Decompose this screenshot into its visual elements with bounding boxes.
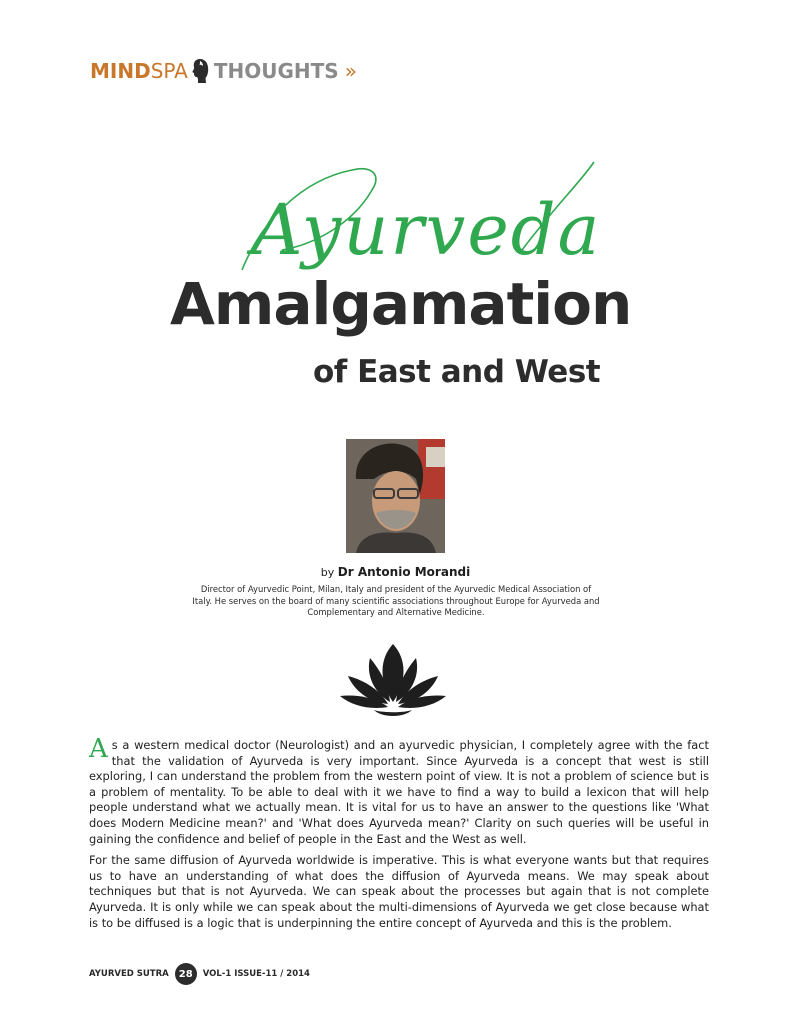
author-bio: Director of Ayurvedic Point, Milan, Italy and president of the Ayurvedic Medical Association of Italy. He serves on the board of many scientific associations throughout Europe for Ayurveda and Complementary and Alternative Medicine. — [192, 584, 600, 617]
script-title-text: Ayurveda — [252, 189, 602, 271]
author-photo — [346, 439, 445, 553]
lotus-icon — [338, 640, 448, 720]
page-footer — [89, 963, 310, 985]
byline — [0, 565, 791, 579]
drop-cap: A — [89, 734, 108, 764]
header-spa: SPA — [150, 59, 188, 83]
chevron-right-icon: » — [344, 59, 357, 83]
issue-info: VOL-1 ISSUE-11 / 2014 — [202, 969, 310, 979]
main-title: Amalgamation — [170, 270, 632, 338]
header-mind: MIND — [90, 59, 151, 83]
byline-prefix: by — [320, 566, 335, 579]
magazine-name: AYURVED SUTRA — [89, 969, 169, 979]
header-thoughts: THOUGHTS — [213, 59, 339, 83]
paragraph-2: For the same diffusion of Ayurveda worldwide is imperative. This is what everyone wants but that requires us to have an understanding of what does the diffusion of Ayurveda means. We may speak about techniques but that is not Ayurveda. We can speak about the processes but again that is not complete Ayurveda. It is only while we can speak about the multi-dimensions of Ayurveda we get close because what is to be diffused is a logic that is underpinning the entire concept of Ayurveda and this is the problem. — [89, 853, 709, 930]
paragraph-1-text: s a western medical doctor (Neurologist) and an ayurvedic physician, I completely agree with the fact that the validation of Ayurveda is very important. Since Ayurveda is a concept that west is still exploring, I can understand the problem from the western point of view. It is not a problem of science but is a problem of mentality. To be able to deal with it we have to find a way to build a lexicon that will help people understand what we actually mean. It is vital for us to have an answer to the questions like 'What does Modern Medicine mean?' and 'What does Ayurveda mean?' Clarity on such queries will be useful in gaining the confidence and belief of people in the East and the West as well. — [89, 738, 709, 846]
script-title — [222, 150, 602, 290]
head-silhouette-icon — [191, 58, 209, 84]
section-header — [90, 58, 357, 84]
author-name: Dr Antonio Morandi — [337, 565, 471, 579]
page-number: 28 — [175, 963, 197, 985]
sub-title: of East and West — [313, 354, 601, 390]
article-body — [89, 734, 709, 937]
paragraph-1 — [89, 734, 709, 847]
